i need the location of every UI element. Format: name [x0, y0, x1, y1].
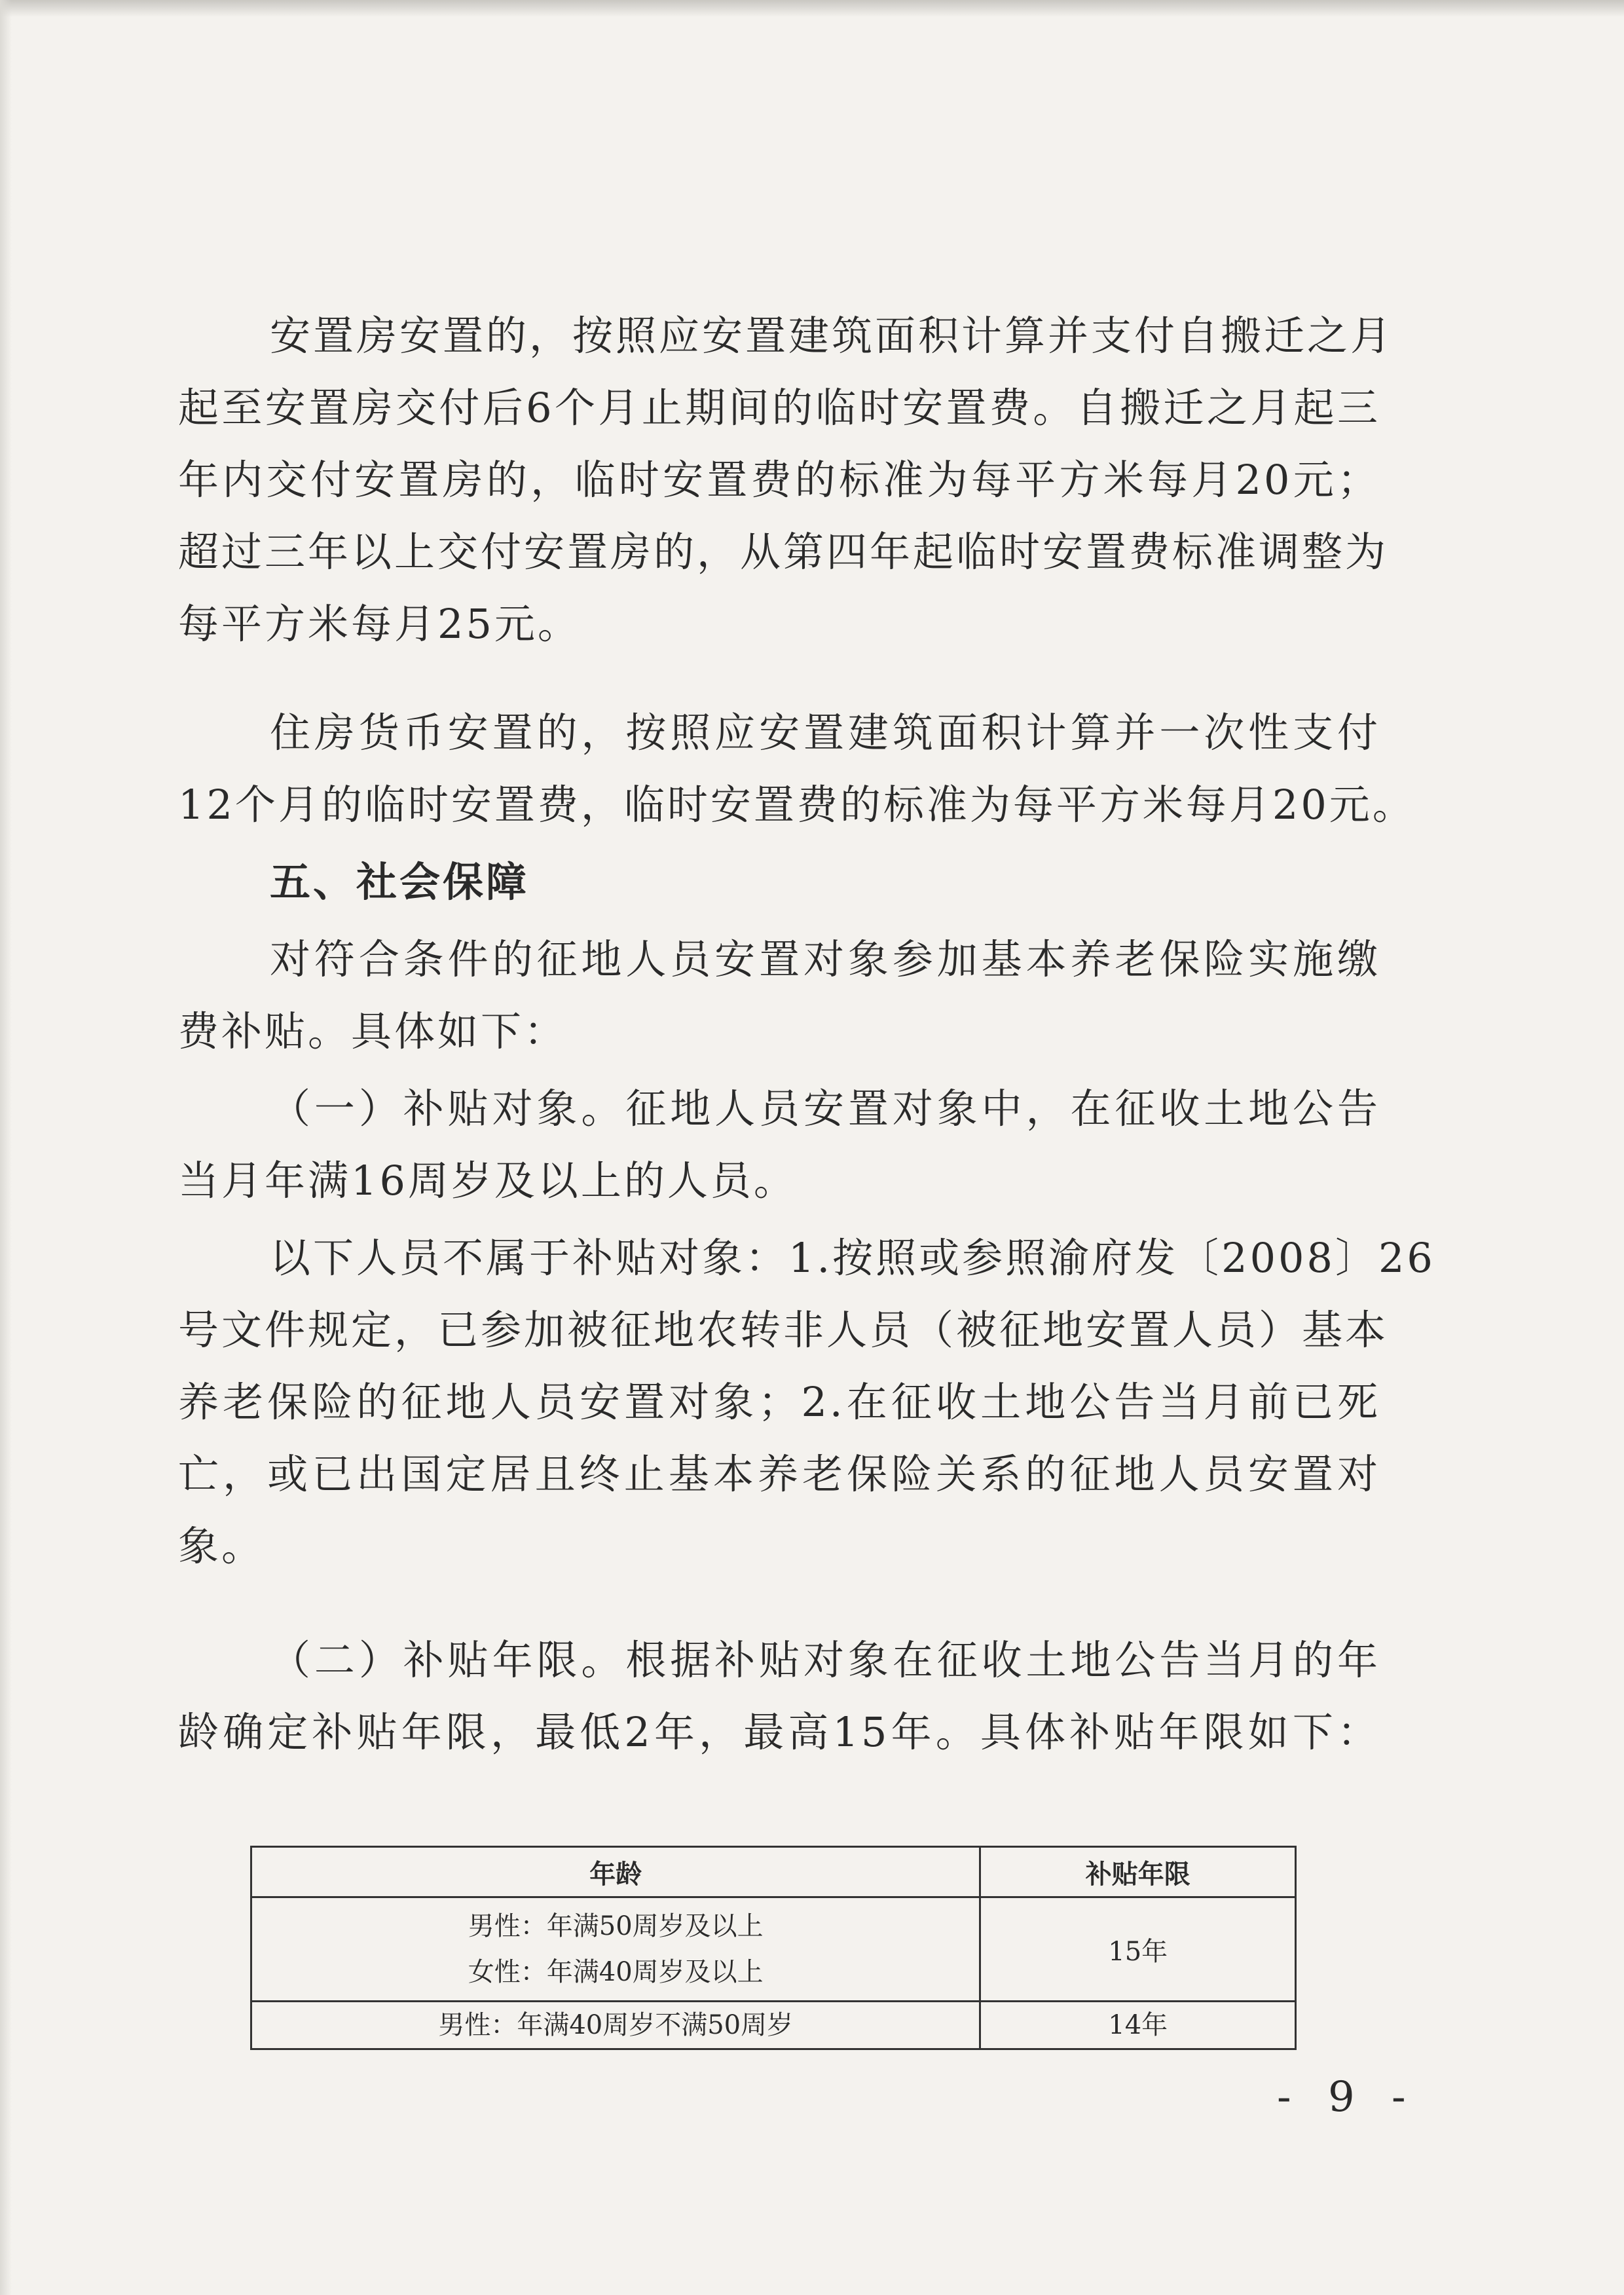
text-line: 对符合条件的征地人员安置对象参加基本养老保险实施缴	[270, 935, 1380, 983]
subsidy-years-table	[250, 1846, 1297, 2050]
scan-shadow-top	[0, 0, 1624, 17]
age-cell	[251, 1897, 980, 2002]
text-line: 养老保险的征地人员安置对象；2.在征收土地公告当月前已死	[178, 1378, 1380, 1426]
text-line	[178, 1073, 1380, 1145]
text-line: 年内交付安置房的，临时安置费的标准为每平方米每月20元；	[178, 456, 1380, 504]
subsection-subsidy-target	[178, 1073, 1380, 1217]
text-line: 费补贴。具体如下：	[178, 1007, 568, 1055]
column-header-years: 补贴年限	[980, 1847, 1296, 1897]
text-line: 超过三年以上交付安置房的，从第四年起临时安置费标准调整为	[178, 528, 1389, 576]
years-cell: 15年	[980, 1897, 1296, 2002]
table-row	[251, 2002, 1296, 2049]
text-line: 起至安置房交付后6个月止期间的临时安置费。自搬迁之月起三	[178, 384, 1380, 432]
text-line: 当月年满16周岁及以上的人员。	[178, 1157, 797, 1204]
years-cell: 14年	[980, 2002, 1296, 2049]
text-line: 住房货币安置的，按照应安置建筑面积计算并一次性支付	[270, 709, 1380, 756]
column-header-age: 年龄	[251, 1847, 980, 1897]
text-line	[178, 1624, 1380, 1696]
age-condition-male: 男性：年满50周岁及以上	[468, 1911, 764, 1941]
scan-shadow-left	[0, 0, 12, 2295]
section-heading-social-security	[178, 846, 1380, 918]
text-line: 安置房安置的，按照应安置建筑面积计算并支付自搬迁之月	[270, 312, 1394, 360]
paragraph-relocation-housing	[178, 300, 1394, 660]
paragraph-exclusions	[178, 1222, 1435, 1582]
text-line: 亡，或已出国定居且终止基本养老保险关系的征地人员安置对	[178, 1450, 1380, 1498]
page-number: - 9 -	[1277, 2073, 1418, 2121]
subsection-label: （二）补贴年限。	[270, 1636, 626, 1684]
table-header-row	[251, 1847, 1296, 1897]
text-line: 每平方米每月25元。	[178, 600, 581, 648]
table-row	[251, 1897, 1296, 2002]
text-run: 征地人员安置对象中，在征收土地公告	[625, 1085, 1380, 1132]
paragraph-cash-compensation	[178, 697, 1416, 841]
subsection-label: （一）补贴对象。	[270, 1085, 626, 1132]
age-condition-female: 女性：年满40周岁及以上	[468, 1957, 764, 1987]
text-line: 龄确定补贴年限，最低2年，最高15年。具体补贴年限如下：	[178, 1708, 1380, 1756]
paragraph-pension-subsidy	[178, 924, 1380, 1068]
text-line: 象。	[178, 1522, 265, 1570]
subsection-subsidy-years	[178, 1624, 1380, 1768]
section-title: 五、社会保障	[270, 858, 530, 906]
text-line: 以下人员不属于补贴对象：1.按照或参照渝府发〔2008〕26	[270, 1234, 1435, 1282]
text-line: 12个月的临时安置费，临时安置费的标准为每平方米每月20元。	[178, 781, 1416, 829]
text-run: 根据补贴对象在征收土地公告当月的年	[625, 1636, 1380, 1684]
text-line: 号文件规定，已参加被征地农转非人员（被征地安置人员）基本	[178, 1306, 1389, 1354]
age-cell: 男性：年满40周岁不满50周岁	[251, 2002, 980, 2049]
